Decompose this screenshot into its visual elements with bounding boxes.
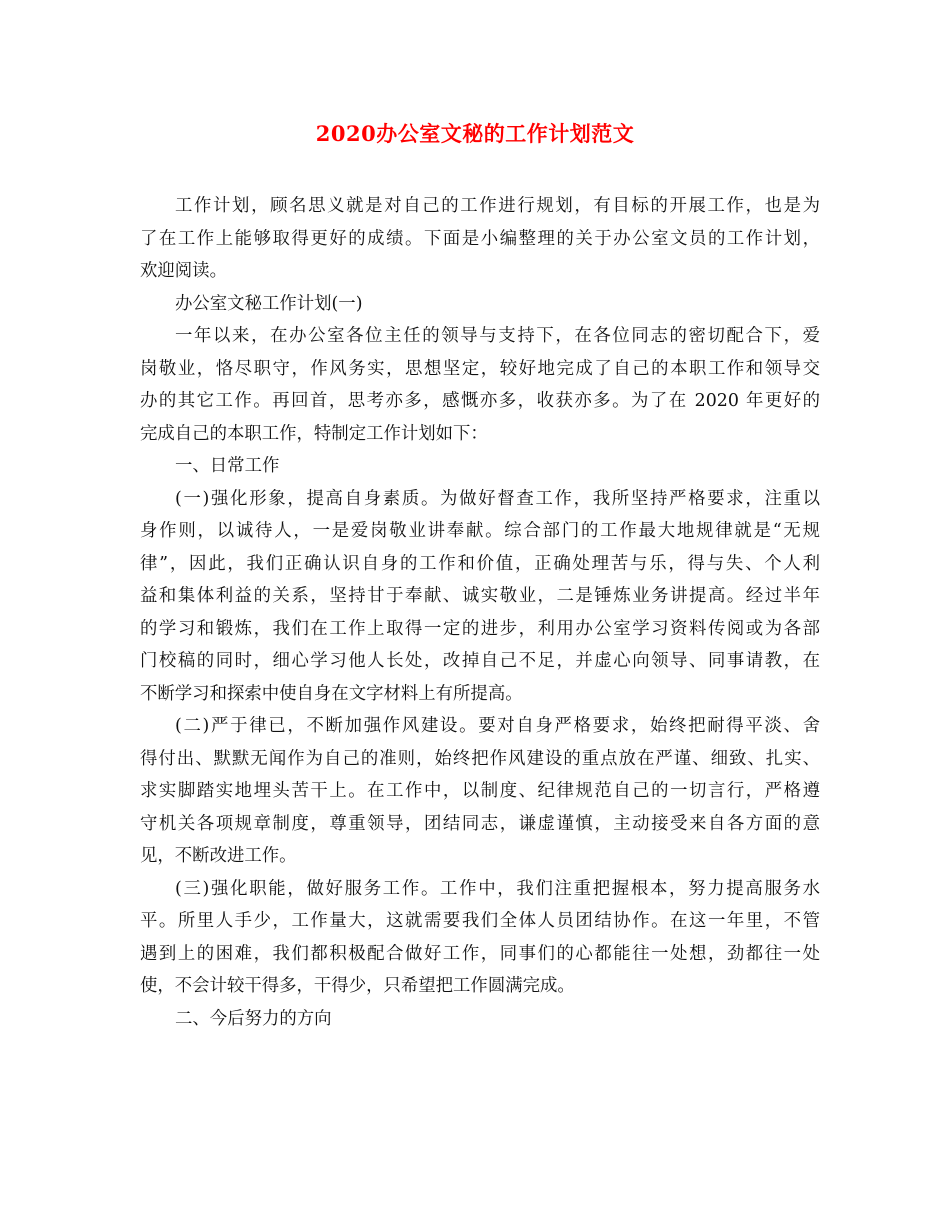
paragraph-line: 办的其它工作。再回首，思考亦多，感慨亦多，收获亦多。为了在 2020 年更好的 bbox=[140, 391, 820, 411]
document-title: 2020办公室文秘的工作计划范文 bbox=[315, 121, 635, 146]
paragraph-line: 二、今后努力的方向 bbox=[175, 1008, 332, 1029]
paragraph-line: 律”，因此，我们正确认识自身的工作和价值，正确处理苦与乐，得与失、个人利 bbox=[140, 553, 820, 574]
paragraph bbox=[140, 873, 820, 1003]
paragraph-line: 遇到上的困难，我们都积极配合做好工作，同事们的心都能往一处想，劲都往一处 bbox=[140, 943, 820, 964]
paragraph-line: 门校稿的同时，细心学习他人长处，改掉自己不足，并虚心向领导、同事请教，在 bbox=[140, 651, 820, 671]
paragraph-line: 使，不会计较干得多，干得少，只希望把工作圆满完成。 bbox=[140, 976, 575, 996]
paragraph-line: 欢迎阅读。 bbox=[140, 261, 227, 281]
paragraph bbox=[140, 190, 820, 288]
paragraph-line: 的学习和锻炼，我们在工作上取得一定的进步，利用办公室学习资料传阅或为各部 bbox=[140, 618, 820, 639]
paragraph-line: 完成自己的本职工作，特制定工作计划如下： bbox=[140, 423, 488, 444]
paragraph-line: (一)强化形象，提高自身素质。为做好督查工作，我所坚持严格要求，注重以 bbox=[175, 488, 820, 509]
paragraph bbox=[140, 450, 820, 483]
paragraph bbox=[140, 320, 820, 450]
paragraph-line: (三)强化职能，做好服务工作。工作中，我们注重把握根本，努力提高服务水 bbox=[175, 878, 820, 899]
paragraph-line: 见，不断改进工作。 bbox=[140, 846, 297, 866]
paragraph-line: 求实脚踏实地埋头苦干上。在工作中，以制度、纪律规范自己的一切言行，严格遵 bbox=[140, 781, 820, 801]
paragraph bbox=[140, 288, 820, 321]
paragraph-line: (二)严于律已，不断加强作风建设。要对自身严格要求，始终把耐得平淡、舍 bbox=[175, 716, 820, 736]
paragraph-line: 办公室文秘工作计划(一) bbox=[175, 293, 363, 314]
paragraph-line: 不断学习和探索中使自身在文字材料上有所提高。 bbox=[140, 683, 523, 704]
paragraph-line: 得付出、默默无闻作为自己的准则，始终把作风建设的重点放在严谨、细致、扎实、 bbox=[140, 748, 820, 769]
paragraph-line: 益和集体利益的关系，坚持甘于奉献、诚实敬业，二是锤炼业务讲提高。经过半年 bbox=[140, 586, 820, 606]
paragraph-line: 一年以来，在办公室各位主任的领导与支持下，在各位同志的密切配合下，爱 bbox=[175, 326, 820, 346]
paragraph-line: 平。所里人手少，工作量大，这就需要我们全体人员团结协作。在这一年里，不管 bbox=[140, 911, 820, 931]
paragraph-line: 工作计划，顾名思义就是对自己的工作进行规划，有目标的开展工作，也是为 bbox=[175, 196, 820, 216]
paragraph bbox=[140, 483, 820, 711]
paragraph bbox=[140, 1003, 820, 1036]
document-body bbox=[140, 190, 820, 1035]
paragraph bbox=[140, 710, 820, 873]
paragraph-line: 身作则，以诚待人，一是爱岗敬业讲奉献。综合部门的工作最大地规律就是“无规 bbox=[140, 521, 820, 541]
paragraph-line: 守机关各项规章制度，尊重领导，团结同志，谦虚谨慎，主动接受来自各方面的意 bbox=[140, 813, 820, 834]
paragraph-line: 岗敬业，恪尽职守，作风务实，思想坚定，较好地完成了自己的本职工作和领导交 bbox=[140, 358, 820, 379]
paragraph-line: 了在工作上能够取得更好的成绩。下面是小编整理的关于办公室文员的工作计划， bbox=[140, 228, 820, 249]
paragraph-line: 一、日常工作 bbox=[175, 456, 280, 476]
